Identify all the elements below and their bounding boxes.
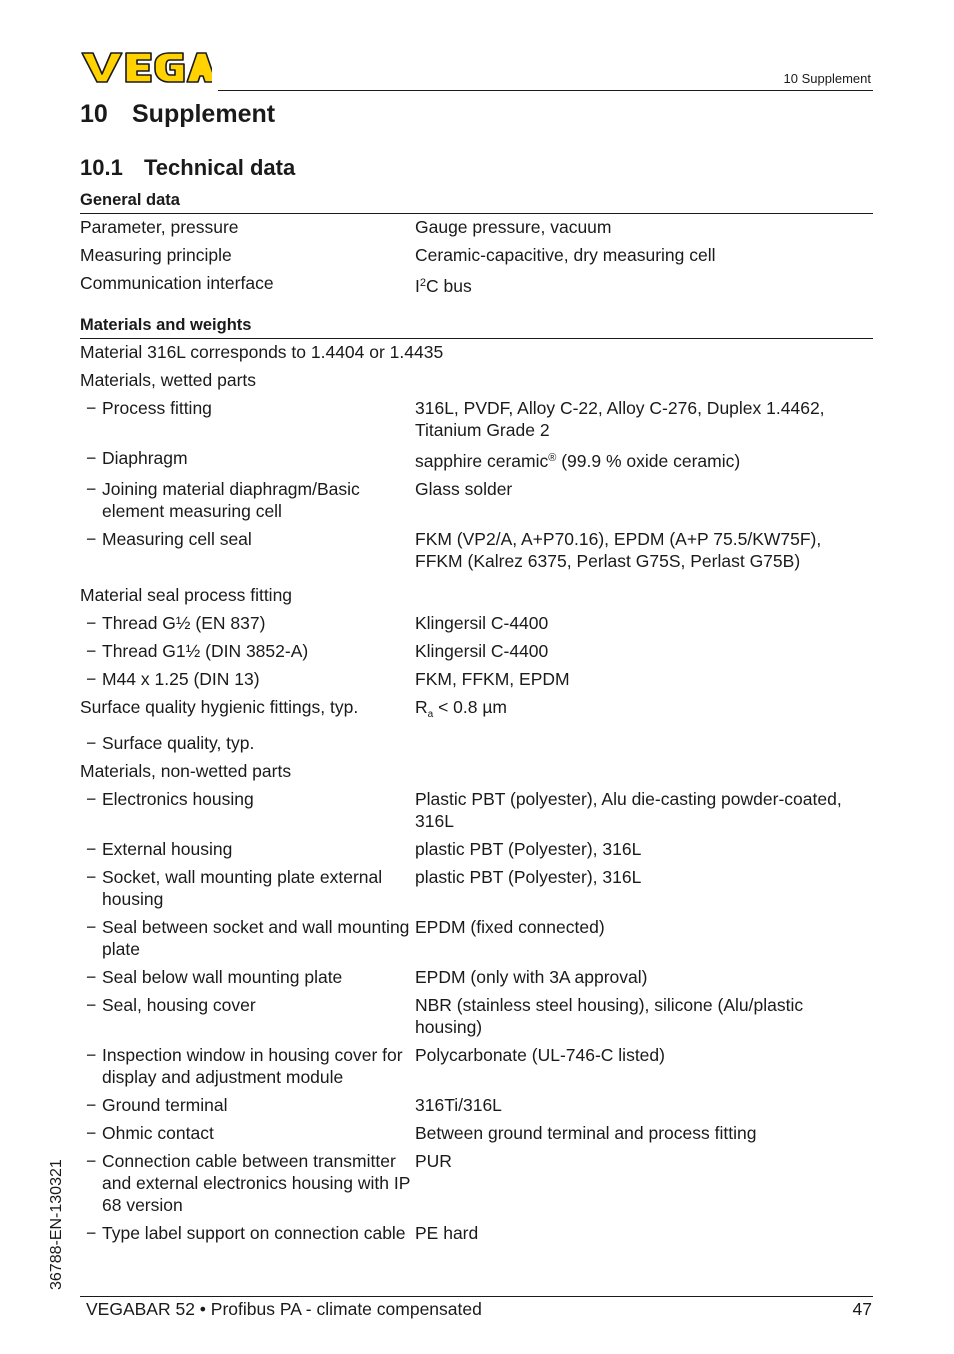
spec-row xyxy=(80,662,873,690)
spec-row xyxy=(80,472,873,522)
spec-label: Measuring principle xyxy=(80,245,232,265)
group-heading-text: Materials, non-wetted parts xyxy=(80,761,292,781)
spec-value xyxy=(415,696,873,726)
spec-value: Polycarbonate (UL-746-C listed) xyxy=(415,1045,665,1065)
spec-row xyxy=(80,960,873,988)
chapter-number: 10 xyxy=(80,100,108,128)
value-text: I xyxy=(415,276,420,296)
spec-group-heading xyxy=(80,363,873,391)
dash: − xyxy=(86,867,97,887)
spec-row xyxy=(80,690,873,726)
spec-value: NBR (stainless steel housing), silicone (Alu/plastic housing) xyxy=(415,995,804,1037)
spec-label: External housing xyxy=(102,839,233,859)
spec-label: Type label support on connection cable xyxy=(102,1223,406,1243)
value-subscript: a xyxy=(427,709,434,720)
dash: − xyxy=(86,479,97,499)
chapter-title-text: Supplement xyxy=(132,100,276,128)
dash: − xyxy=(86,995,97,1015)
spec-value: 316L, PVDF, Alloy C-22, Alloy C-276, Duplex 1.4462, Titanium Grade 2 xyxy=(415,398,825,440)
section-number: 10.1 xyxy=(80,155,123,180)
spec-row xyxy=(80,606,873,634)
spec-label: Seal below wall mounting plate xyxy=(102,967,343,987)
spec-label: Connection cable between transmitter and external electronics housing with IP 68 version xyxy=(102,1151,411,1215)
spec-row xyxy=(80,238,873,266)
spec-label: Seal, housing cover xyxy=(102,995,256,1015)
spec-row xyxy=(80,1116,873,1144)
dash: − xyxy=(86,839,97,859)
dash: − xyxy=(86,1223,97,1243)
dash: − xyxy=(86,917,97,937)
footer-rule xyxy=(80,1296,873,1297)
dash: − xyxy=(86,1045,97,1065)
spec-row xyxy=(80,910,873,960)
value-superscript: 2 xyxy=(419,277,426,289)
spec-group-heading xyxy=(80,572,873,606)
header-rule xyxy=(218,90,873,91)
spec-row xyxy=(80,634,873,662)
spec-value: Gauge pressure, vacuum xyxy=(415,217,612,237)
dash: − xyxy=(86,1151,97,1171)
spec-label: Seal between socket and wall mounting plate xyxy=(102,917,410,959)
spec-label: Inspection window in housing cover for display and adjustment module xyxy=(102,1045,403,1087)
footer-title: VEGABAR 52 • Profibus PA - climate compensated xyxy=(86,1299,482,1319)
spec-note xyxy=(80,339,873,363)
group-heading-text: Material seal process fitting xyxy=(80,585,293,605)
dash: − xyxy=(86,529,97,549)
dash: − xyxy=(86,613,97,633)
spec-value: PUR xyxy=(415,1151,452,1171)
general-data-heading: General data xyxy=(80,188,873,214)
spec-value: FKM, FFKM, EPDM xyxy=(415,669,570,689)
spec-value: PE hard xyxy=(415,1223,479,1243)
spec-row xyxy=(80,726,873,754)
value-text: C bus xyxy=(426,276,472,296)
spec-label: M44 x 1.25 (DIN 13) xyxy=(102,669,260,689)
spec-row xyxy=(80,860,873,910)
value-text: (99.9 % oxide ceramic) xyxy=(556,451,741,471)
dash: − xyxy=(86,967,97,987)
technical-data xyxy=(80,188,873,1244)
spec-row xyxy=(80,522,873,572)
dash: − xyxy=(86,448,97,468)
value-text: < 0.8 µm xyxy=(433,697,507,717)
group-heading-text: Materials, wetted parts xyxy=(80,370,257,390)
section-title-text: Technical data xyxy=(144,155,296,180)
spec-row xyxy=(80,266,873,297)
value-text: R xyxy=(415,697,428,717)
spec-value: plastic PBT (Polyester), 316L xyxy=(415,839,642,859)
spec-row xyxy=(80,214,873,238)
section-title xyxy=(80,155,295,181)
spec-value: Ceramic-capacitive, dry measuring cell xyxy=(415,245,716,265)
spec-value: plastic PBT (Polyester), 316L xyxy=(415,867,642,887)
spec-label: Joining material diaphragm/Basic element measuring cell xyxy=(102,479,360,521)
spec-row xyxy=(80,391,873,441)
spec-label: Socket, wall mounting plate external housing xyxy=(102,867,383,909)
materials-heading: Materials and weights xyxy=(80,314,873,339)
spec-label: Ground terminal xyxy=(102,1095,228,1115)
spec-value xyxy=(415,272,873,297)
dash: − xyxy=(86,1095,97,1115)
spec-row xyxy=(80,832,873,860)
spec-label: Process fitting xyxy=(102,398,212,418)
spec-value: Klingersil C-4400 xyxy=(415,641,549,661)
spec-label: Diaphragm xyxy=(102,448,188,468)
spec-value: Klingersil C-4400 xyxy=(415,613,549,633)
spec-row xyxy=(80,1216,873,1244)
spec-row xyxy=(80,988,873,1038)
spec-row xyxy=(80,782,873,832)
value-superscript: ® xyxy=(548,452,557,464)
dash: − xyxy=(86,641,97,661)
vega-logo xyxy=(80,50,212,84)
dash: − xyxy=(86,669,97,689)
page-number: 47 xyxy=(852,1299,872,1319)
spec-label: Communication interface xyxy=(80,273,274,293)
dash: − xyxy=(86,733,97,753)
dash: − xyxy=(86,1123,97,1143)
spec-label: Surface quality, typ. xyxy=(102,733,255,753)
dash: − xyxy=(86,398,97,418)
spec-label: Thread G½ (EN 837) xyxy=(102,613,266,633)
spec-group-heading xyxy=(80,754,873,782)
spec-label: Ohmic contact xyxy=(102,1123,214,1143)
spec-value: EPDM (only with 3A approval) xyxy=(415,967,648,987)
spec-value xyxy=(415,447,873,472)
spec-row xyxy=(80,1088,873,1116)
dash: − xyxy=(86,789,97,809)
spec-value: 316Ti/316L xyxy=(415,1095,502,1115)
spec-label: Parameter, pressure xyxy=(80,217,239,237)
spec-value: Between ground terminal and process fitting xyxy=(415,1123,757,1143)
spec-value: EPDM (fixed connected) xyxy=(415,917,605,937)
note-text: Material 316L corresponds to 1.4404 or 1.4435 xyxy=(80,342,444,362)
spec-row xyxy=(80,1038,873,1088)
spec-row xyxy=(80,1144,873,1216)
spec-label: Electronics housing xyxy=(102,789,254,809)
spec-value: FKM (VP2/A, A+P70.16), EPDM (A+P 75.5/KW75F), FFKM (Kalrez 6375, Perlast G75S, Perlast G75B) xyxy=(415,529,822,571)
spec-row xyxy=(80,441,873,472)
chapter-title xyxy=(80,100,275,129)
spec-value: Plastic PBT (polyester), Alu die-casting powder-coated, 316L xyxy=(415,789,842,831)
spec-value: Glass solder xyxy=(415,479,513,499)
spec-label: Measuring cell seal xyxy=(102,529,252,549)
spec-label: Surface quality hygienic fittings, typ. xyxy=(80,697,359,717)
spec-label: Thread G1½ (DIN 3852-A) xyxy=(102,641,309,661)
header-section-label: 10 Supplement xyxy=(783,71,871,86)
value-text: sapphire ceramic xyxy=(415,451,549,471)
document-code: 36788-EN-130321 xyxy=(48,1159,65,1290)
